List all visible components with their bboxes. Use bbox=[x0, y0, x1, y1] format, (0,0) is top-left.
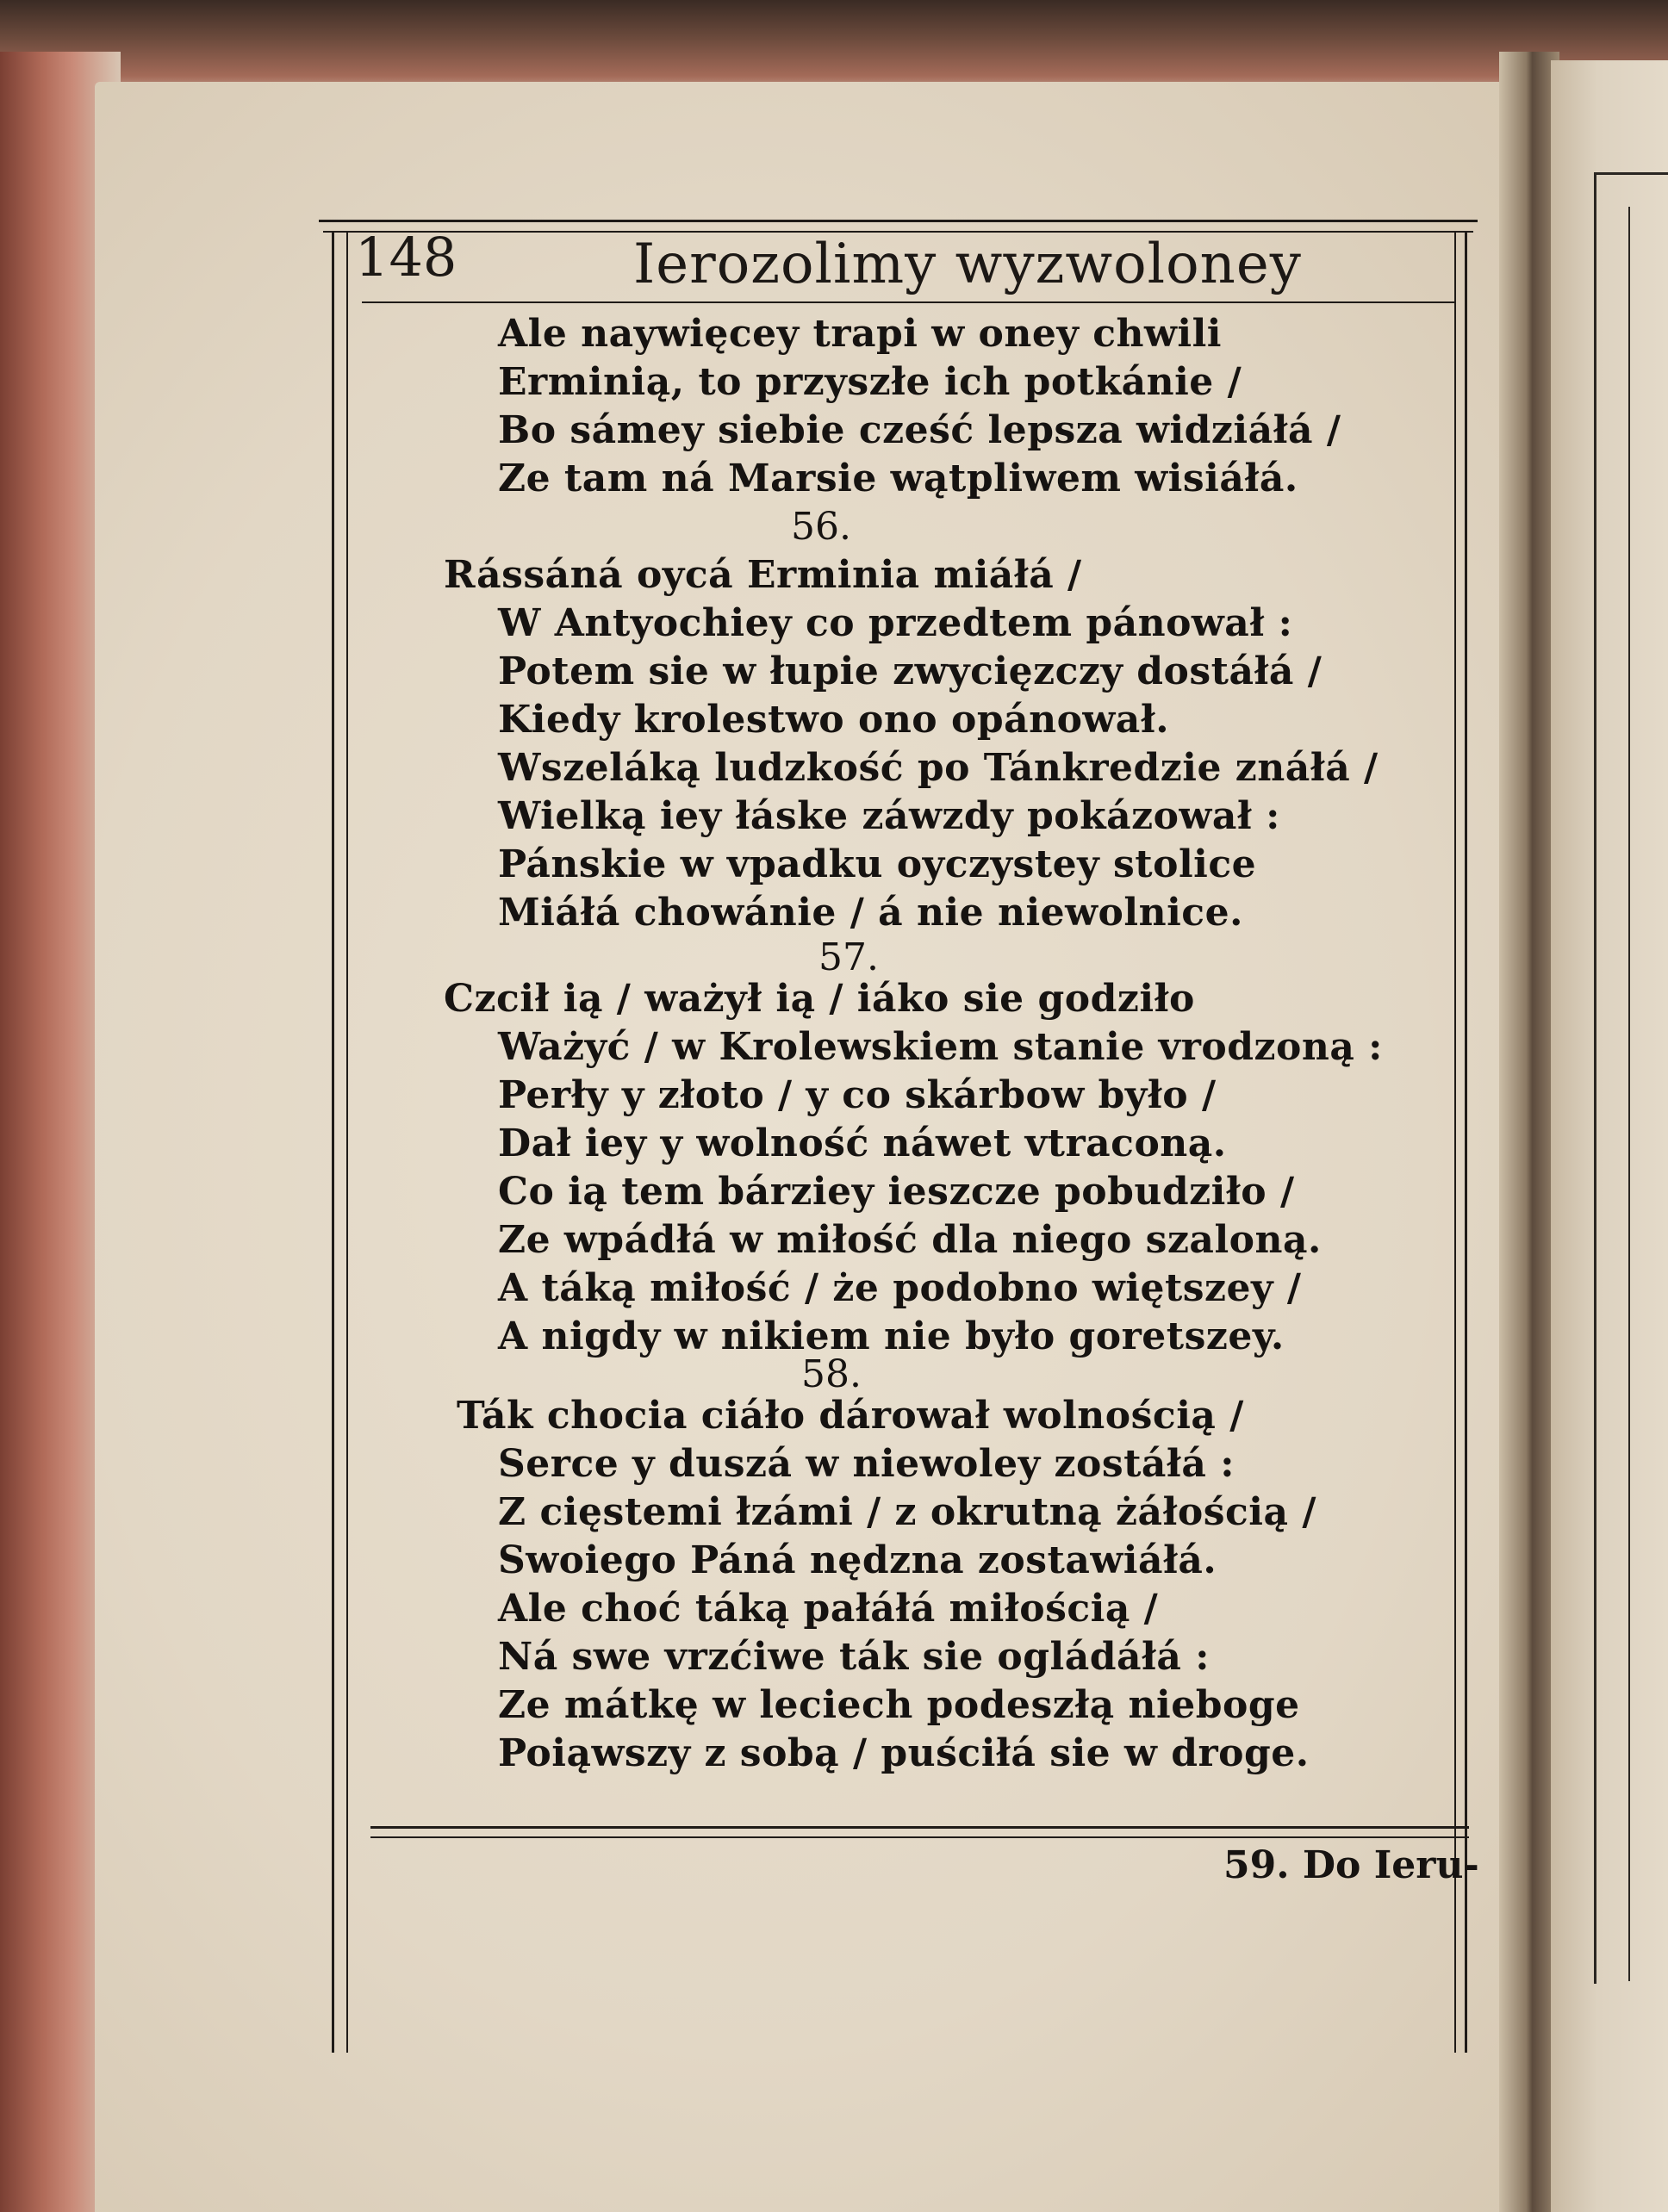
verse-line: Ná swe vrzćiwe ták sie ogládáłá : bbox=[498, 1635, 1210, 1679]
verse-line: Co ią tem bárziey ieszcze pobudziło / bbox=[498, 1170, 1295, 1214]
verse-line: Wielką iey łáske záwzdy pokázował : bbox=[498, 794, 1280, 838]
verse-line: Dał iey y wolność náwet vtraconą. bbox=[498, 1122, 1227, 1165]
right-page-frame-inner bbox=[1628, 207, 1668, 1981]
frame-rule-top bbox=[319, 220, 1478, 222]
verse-line: Rássáná oycá Erminia miáłá / bbox=[444, 553, 1082, 597]
verse-line: Ze mátkę w leciech podeszłą nieboge bbox=[498, 1683, 1300, 1727]
verse-line: Perły y złoto / y co skárbow było / bbox=[498, 1073, 1217, 1117]
verse-line: Swoiego Páná nędzna zostawiáłá. bbox=[498, 1538, 1217, 1582]
verse-line: A táką miłość / że podobno więtszey / bbox=[498, 1266, 1302, 1310]
verse-line: W Antyochiey co przedtem pánował : bbox=[498, 601, 1293, 645]
frame-rule-bottom bbox=[370, 1826, 1469, 1829]
verse-line: Bo sámey siebie cześć lepsza widziáłá / bbox=[498, 408, 1341, 452]
verse-line: Ze tam ná Marsie wątpliwem wisiáłá. bbox=[498, 457, 1298, 500]
page-number: 148 bbox=[355, 226, 457, 289]
verse-line: Miáłá chowánie / á nie niewolnice. bbox=[498, 891, 1243, 935]
catchword: 59. Do Ieru- bbox=[1223, 1843, 1479, 1887]
verse-line: Erminią, to przyszłe ich potkánie / bbox=[498, 360, 1242, 404]
frame-rule-right bbox=[1465, 231, 1467, 2053]
frame-rule-right-inner bbox=[1454, 231, 1456, 2053]
stanza-number: 58. bbox=[801, 1352, 862, 1396]
frame-rule-bottom-inner bbox=[370, 1836, 1469, 1838]
verse-line: Poiąwszy z sobą / puściłá sie w droge. bbox=[498, 1731, 1310, 1775]
verse-line: Czcił ią / ważył ią / iáko sie godziło bbox=[444, 977, 1195, 1021]
verse-line: Kiedy krolestwo ono opánował. bbox=[498, 698, 1170, 742]
book-top-edge bbox=[0, 0, 1668, 95]
running-title: Ierozolimy wyzwoloney bbox=[633, 233, 1302, 296]
verse-line: A nigdy w nikiem nie było goretszey. bbox=[498, 1314, 1285, 1358]
stanza-number: 56. bbox=[791, 505, 851, 549]
verse-line: Wszeláką ludzkość po Tánkredzie znáłá / bbox=[498, 746, 1379, 790]
header-rule bbox=[362, 301, 1456, 303]
verse-line: Pánskie w vpadku oyczystey stolice bbox=[498, 842, 1257, 886]
verse-line: Ale choć táką pałáłá miłością / bbox=[498, 1587, 1159, 1631]
stanza-number: 57. bbox=[818, 935, 879, 979]
verse-line: Ták chocia ciáło dárował wolnością / bbox=[457, 1394, 1244, 1438]
frame-rule-left bbox=[332, 231, 334, 2053]
verse-line: Ważyć / w Krolewskiem stanie vrodzoną : bbox=[498, 1025, 1383, 1069]
frame-rule-left-inner bbox=[346, 231, 348, 2053]
verse-line: Z cięstemi łzámi / z okrutną żáłością / bbox=[498, 1490, 1316, 1534]
verse-line: Ze wpádłá w miłość dla niego szaloną. bbox=[498, 1218, 1322, 1262]
verse-line: Serce y duszá w niewoley zostáłá : bbox=[498, 1442, 1235, 1486]
verse-line: Ale naywięcey trapi w oney chwili bbox=[498, 312, 1223, 356]
verse-line: Potem sie w łupie zwycięzczy dostáłá / bbox=[498, 649, 1323, 693]
